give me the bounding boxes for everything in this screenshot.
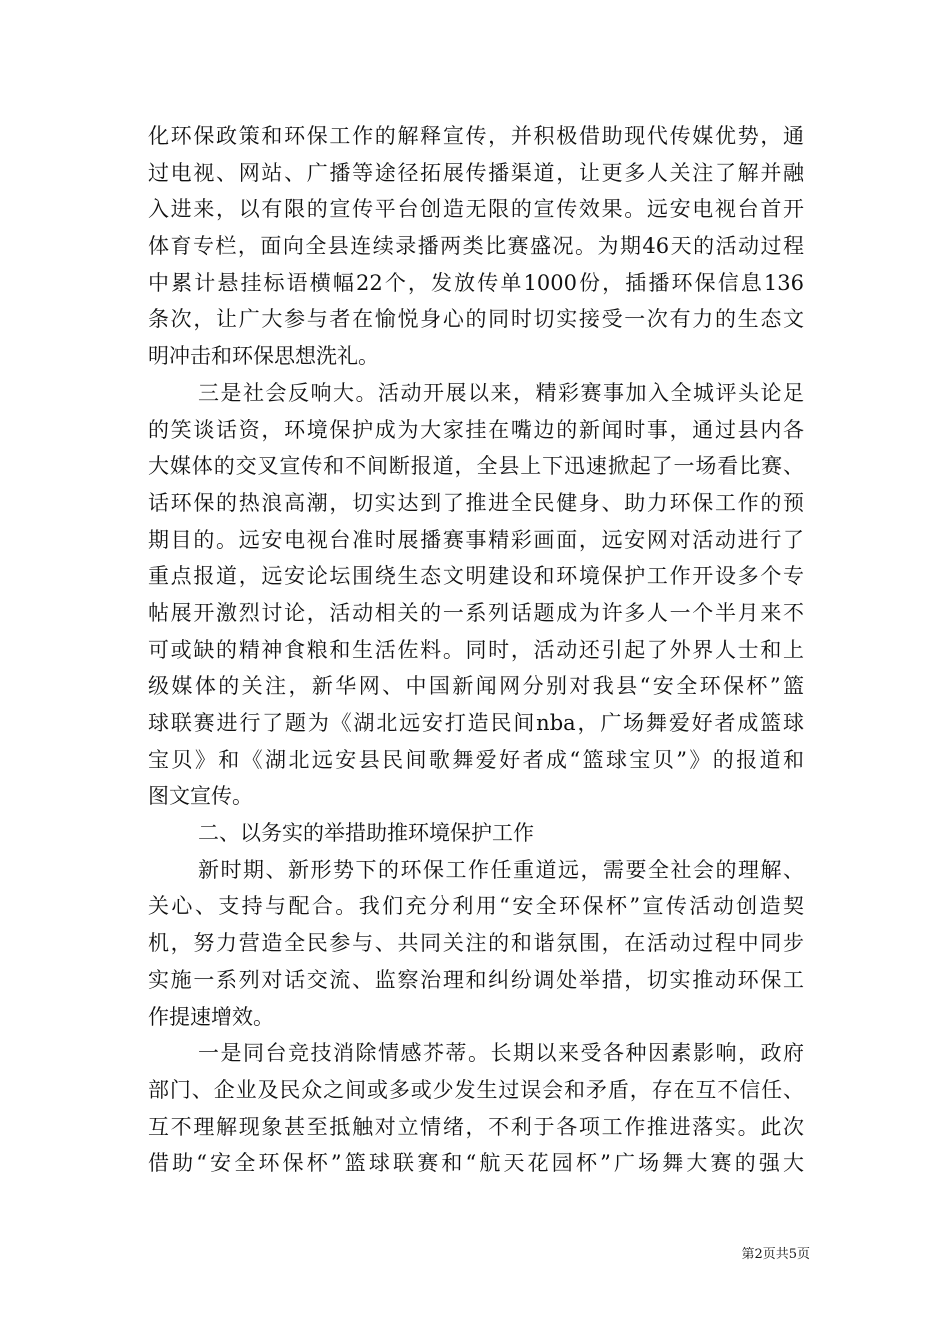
text-line: 帖展开激烈讨论，活动相关的一系列话题成为许多人一个半月来不 [148, 600, 804, 625]
text-line: 新时期、新形势下的环保工作任重道远，需要全社会的理解、 [198, 857, 804, 882]
text-line: 级媒体的关注，新华网、中国新闻网分别对我县“安全环保杯”篮 [148, 674, 804, 699]
body-text [148, 118, 804, 1182]
text-line: 三是社会反响大。活动开展以来，精彩赛事加入全城评头论足 [198, 380, 804, 405]
text-line: 的笑谈话资，环境保护成为大家挂在嘴边的新闻时事，通过县内各 [148, 417, 804, 442]
text-line: 中累计悬挂标语横幅22个，发放传单1000份，插播环保信息136 [148, 270, 804, 295]
text-line: 互不理解现象甚至抵触对立情绪，不利于各项工作推进落实。此次 [148, 1114, 804, 1139]
text-line: 入进来，以有限的宣传平台创造无限的宣传效果。远安电视台首开 [148, 197, 804, 222]
text-line: 条次，让广大参与者在愉悦身心的同时切实接受一次有力的生态文 [148, 307, 804, 332]
page-number: 第2页共5页 [741, 1247, 810, 1262]
text-line: 机，努力营造全民参与、共同关注的和谐氛围，在活动过程中同步 [148, 931, 804, 956]
text-line: 话环保的热浪高潮，切实达到了推进全民健身、助力环保工作的预 [148, 490, 804, 515]
text-line: 关心、支持与配合。我们充分利用“安全环保杯”宣传活动创造契 [148, 894, 804, 919]
text-line: 实施一系列对话交流、监察治理和纠纷调处举措，切实推动环保工 [148, 967, 804, 992]
text-line: 明冲击和环保思想洗礼。 [148, 344, 379, 369]
text-line: 作提速增效。 [148, 1004, 274, 1029]
text-line: 体育专栏，面向全县连续录播两类比赛盛况。为期46天的活动过程 [148, 234, 804, 259]
text-line: 过电视、网站、广播等途径拓展传播渠道，让更多人关注了解并融 [148, 160, 804, 185]
text-line: 球联赛进行了题为《湖北远安打造民间nba，广场舞爱好者成篮球 [148, 711, 804, 735]
text-line: 化环保政策和环保工作的解释宣传，并积极借助现代传媒优势，通 [148, 124, 804, 148]
text-line: 一是同台竞技消除情感芥蒂。长期以来受各种因素影响，政府 [198, 1041, 804, 1066]
text-line: 可或缺的精神食粮和生活佐料。同时，活动还引起了外界人士和上 [148, 637, 804, 662]
text-line: 重点报道，远安论坛围绕生态文明建设和环境保护工作开设多个专 [148, 564, 804, 589]
text-line: 二、以务实的举措助推环境保护工作 [198, 821, 534, 846]
text-line: 大媒体的交叉宣传和不间断报道，全县上下迅速掀起了一场看比赛、 [148, 454, 804, 479]
text-line: 期目的。远安电视台准时展播赛事精彩画面，远安网对活动进行了 [148, 527, 804, 552]
text-line: 借助“安全环保杯”篮球联赛和“航天花园杯”广场舞大赛的强大 [148, 1151, 804, 1176]
text-line: 宝贝》和《湖北远安县民间歌舞爱好者成“篮球宝贝”》的报道和 [148, 747, 804, 772]
text-line: 图文宣传。 [148, 784, 253, 809]
text-line: 部门、企业及民众之间或多或少发生过误会和矛盾，存在互不信任、 [148, 1077, 804, 1102]
